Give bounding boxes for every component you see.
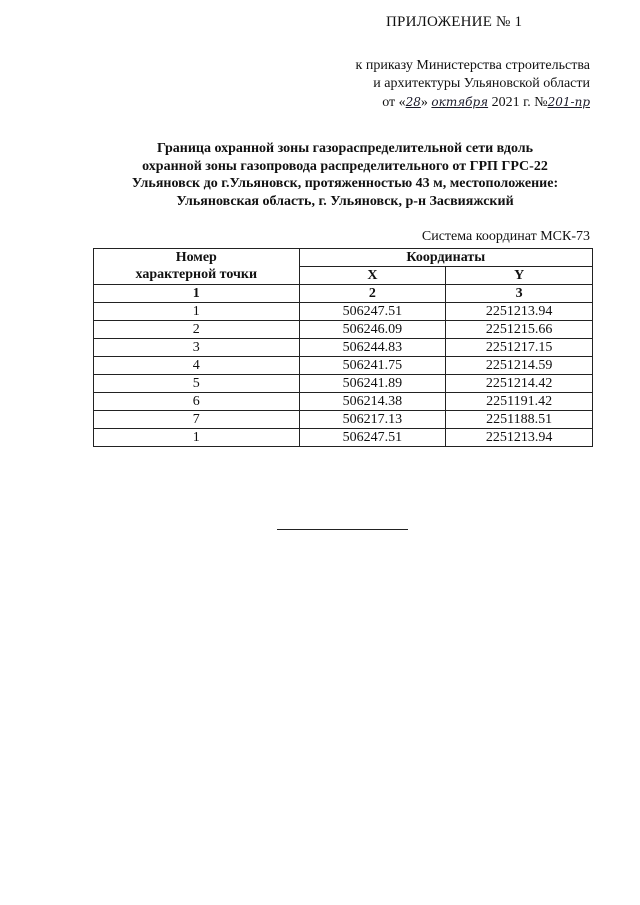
table-row (94, 429, 593, 447)
cell-y: 2251191.42 (446, 393, 593, 411)
order-reference (300, 57, 590, 112)
cell-x: 506247.51 (299, 303, 446, 321)
header-point-line-1: Номер (175, 250, 217, 265)
cell-y: 2251217.15 (446, 339, 593, 357)
document-heading (80, 140, 610, 210)
header-y: Y (446, 267, 593, 285)
cell-y: 2251215.66 (446, 321, 593, 339)
cell-x: 506241.89 (299, 375, 446, 393)
cell-x: 506246.09 (299, 321, 446, 339)
header-x: X (299, 267, 446, 285)
table-row (94, 393, 593, 411)
cell-x: 506217.13 (299, 411, 446, 429)
cell-y: 2251188.51 (446, 411, 593, 429)
closing-divider-line (277, 529, 408, 530)
cell-y: 2251213.94 (446, 429, 593, 447)
cell-x: 506244.83 (299, 339, 446, 357)
order-date-prefix: от « (382, 95, 406, 110)
cell-x: 506241.75 (299, 357, 446, 375)
order-month-handwritten: октября (431, 95, 489, 109)
order-date-line (300, 93, 590, 112)
header-point-line-2: характерной точки (135, 267, 258, 282)
cell-point: 7 (94, 411, 300, 429)
table-row (94, 375, 593, 393)
cell-point: 6 (94, 393, 300, 411)
cell-point: 4 (94, 357, 300, 375)
heading-line-2: охранной зоны газопровода распределительного от ГРП ГРС-22 (142, 158, 548, 174)
heading-line-1: Граница охранной зоны газораспределительной сети вдоль (156, 141, 534, 156)
coordinates-table (93, 248, 593, 447)
order-line-2: и архитектуры Ульяновской области (373, 76, 590, 91)
cell-x: 506214.38 (299, 393, 446, 411)
cell-y: 2251213.94 (446, 303, 593, 321)
order-year: 2021 г. № (491, 95, 548, 110)
table-row (94, 357, 593, 375)
table-row (94, 303, 593, 321)
appendix-title: ПРИЛОЖЕНИЕ № 1 (386, 14, 523, 30)
coordinate-system-label: Система координат МСК-73 (421, 229, 590, 244)
order-line-1: к приказу Министерства строительства (355, 58, 590, 73)
header-coordinates: Координаты (299, 249, 592, 267)
cell-y: 2251214.42 (446, 375, 593, 393)
cell-point: 5 (94, 375, 300, 393)
order-date-sep: » (420, 95, 428, 110)
cell-x: 506247.51 (299, 429, 446, 447)
cell-y: 2251214.59 (446, 357, 593, 375)
column-number-2: 2 (299, 285, 446, 303)
cell-point: 1 (94, 303, 300, 321)
header-point-number (94, 249, 300, 285)
cell-point: 3 (94, 339, 300, 357)
cell-point: 1 (94, 429, 300, 447)
table-row (94, 339, 593, 357)
table-row (94, 321, 593, 339)
column-number-1: 1 (94, 285, 300, 303)
column-number-3: 3 (446, 285, 593, 303)
heading-line-4: Ульяновская область, г. Ульяновск, р-н Засвияжский (176, 193, 514, 209)
order-day-handwritten: 28 (405, 95, 421, 109)
order-number-handwritten: 201-пр (547, 95, 590, 109)
table-row (94, 411, 593, 429)
heading-line-3: Ульяновск до г.Ульяновск, протяженностью 43 м, местоположение: (131, 176, 559, 191)
cell-point: 2 (94, 321, 300, 339)
